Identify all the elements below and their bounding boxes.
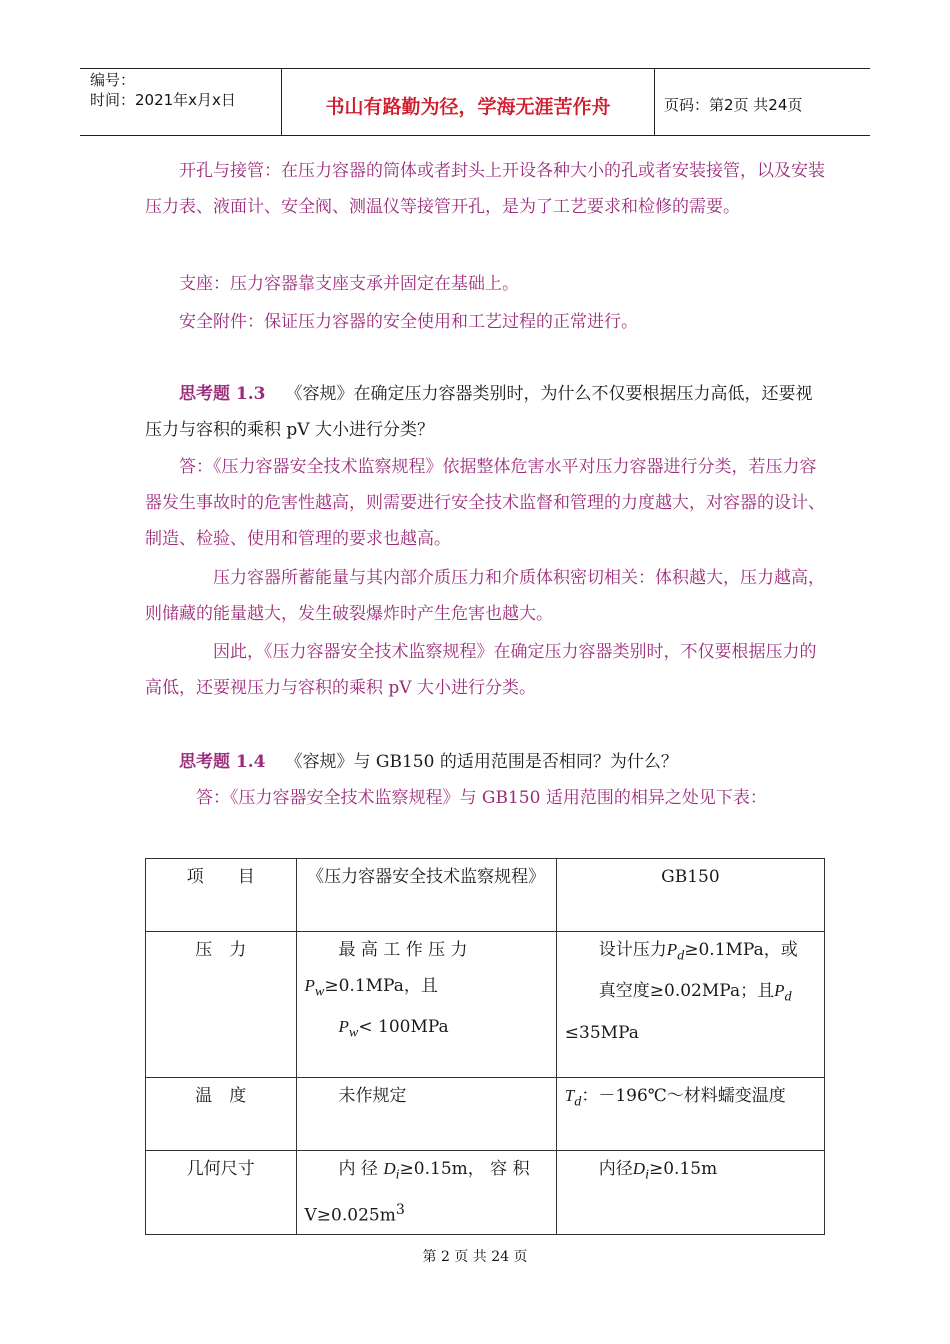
header-number: 编号： xyxy=(90,71,136,89)
header-meta xyxy=(90,70,236,110)
page-footer: 第 2 页 共 24 页 xyxy=(422,1249,528,1265)
question-1-3-text: 《容规》在确定压力容器类别时，为什么不仅要根据压力高低，还要视压力与容积的乘积 pV 大小进行分类？ xyxy=(145,384,813,440)
header-divider-right xyxy=(654,68,655,136)
paragraph-support: 支座：压力容器靠支座支承并固定在基础上。 xyxy=(145,274,519,294)
table-cell-gb150-temperature: $T_d$：－196℃～材料蠕变温度 xyxy=(556,1078,824,1151)
header-motto: 书山有路勤为径，学海无涯苦作舟 xyxy=(325,96,611,118)
table-row xyxy=(146,1151,825,1235)
table-cell-item-geometry: 几何尺寸 xyxy=(146,1151,297,1235)
table-cell-item-pressure: 压 力 xyxy=(146,932,297,1078)
question-1-4-label: 思考题 1.4 xyxy=(179,752,266,772)
answer-1-4: 答：《压力容器安全技术监察规程》与 GB150 适用范围的相异之处见下表： xyxy=(145,788,767,808)
header-date: 时间：2021年x月x日 xyxy=(90,91,236,109)
table-header-row xyxy=(146,859,825,932)
answer-1-3-para-3: 因此，《压力容器安全技术监察规程》在确定压力容器类别时，不仅要根据压力的高低，还要视压力与容积的乘积 pV 大小进行分类。 xyxy=(145,642,817,698)
table-cell-gb150-geometry: 内径$D_i\ge 0.15m$ xyxy=(556,1151,824,1235)
header-bottom-rule xyxy=(80,135,870,136)
header-top-rule xyxy=(80,68,870,69)
question-1-4 xyxy=(145,744,825,780)
answer-1-3-para-1: 答：《压力容器安全技术监察规程》依据整体危害水平对压力容器进行分类，若压力容器发生事故时的危害性越高，则需要进行安全技术监督和管理的力度越大，对容器的设计、制造、检验、使用和管理的要求也越高。 xyxy=(145,457,825,549)
question-1-3 xyxy=(145,376,825,448)
table-cell-gb150-pressure: 设计压力$P_d\ge 0.1MPa$，或 真空度≥0.02MPa；且$P_d$ ≤35MPa xyxy=(556,932,824,1078)
table-header-rules: 《压力容器安全技术监察规程》 xyxy=(296,859,556,932)
question-1-3-label: 思考题 1.3 xyxy=(179,384,266,404)
paragraph-openings: 开孔与接管：在压力容器的筒体或者封头上开设各种大小的孔或者安装接管，以及安装压力表、液面计、安全阀、测温仪等接管开孔，是为了工艺要求和检修的需要。 xyxy=(145,161,825,217)
table-header-gb150: GB150 xyxy=(556,859,824,932)
table-cell-rules-temperature: 未作规定 xyxy=(296,1078,556,1151)
paragraph-safety-accessories: 安全附件：保证压力容器的安全使用和工艺过程的正常进行。 xyxy=(145,312,638,332)
table-cell-rules-geometry: 内 径 $D_i\ge 0.15m$， 容 积 $V\ge 0.025m^3$ xyxy=(296,1151,556,1235)
header-page-number: 页码：第2页 共24页 xyxy=(664,96,803,114)
question-1-4-text: 《容规》与 GB150 的适用范围是否相同？为什么？ xyxy=(285,752,678,772)
table-row xyxy=(146,1078,825,1151)
table-header-item: 项 目 xyxy=(146,859,297,932)
table-cell-item-temperature: 温 度 xyxy=(146,1078,297,1151)
comparison-table xyxy=(145,858,825,1235)
table-cell-rules-pressure: 最 高 工 作 压 力 $P_w\ge 0.1MPa$，且 $P_w< 100MPa$ xyxy=(296,932,556,1078)
table-row xyxy=(146,932,825,1078)
answer-1-3-para-2: 压力容器所蓄能量与其内部介质压力和介质体积密切相关：体积越大，压力越高，则储藏的能量越大，发生破裂爆炸时产生危害也越大。 xyxy=(145,568,825,624)
